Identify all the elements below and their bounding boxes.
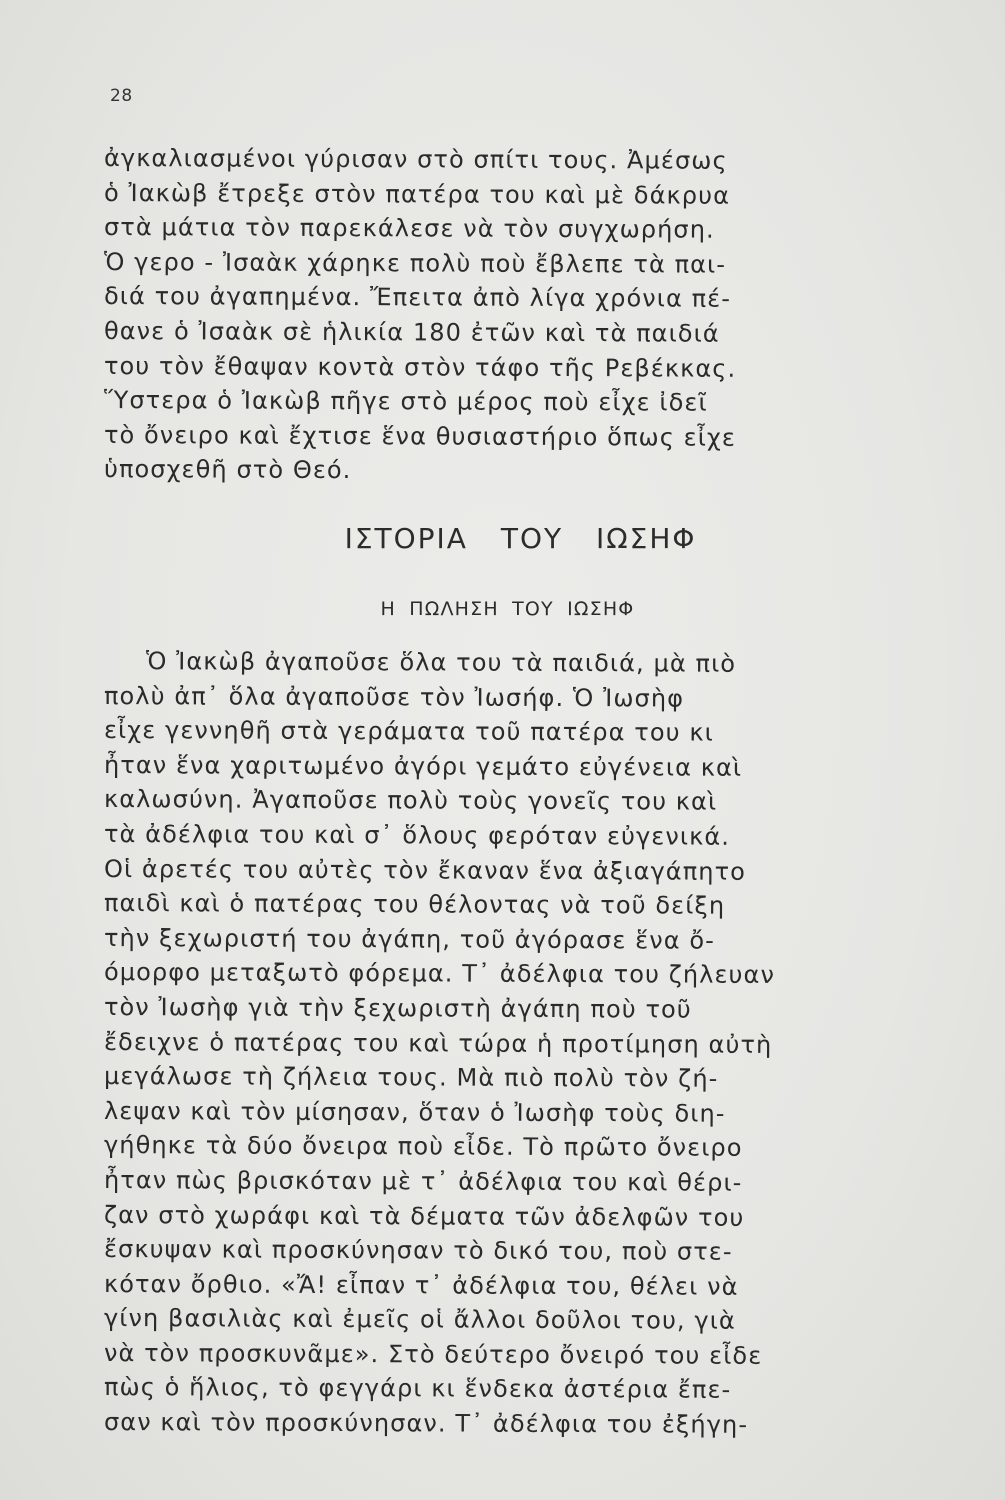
text-line: τὸν Ἰωσὴφ γιὰ τὴν ξεχωριστὴ ἀγάπη ποὺ τοῦ: [103, 992, 692, 1024]
text-line: ἦταν πὼς βρισκόταν μὲ τ᾿ ἀδέλφια του καὶ θέρι-: [103, 1165, 743, 1197]
text-line: τὴν ξεχωριστή του ἀγάπη, τοῦ ἀγόρασε ἕνα ὄ-: [103, 923, 716, 955]
text-line: όμορφο μεταξωτὸ φόρεμα. Τ᾿ ἀδέλφια του ζήλευαν: [103, 958, 776, 990]
page-number: 28: [110, 86, 133, 106]
text-line: ζαν στὸ χωράφι καὶ τὰ δέματα τῶν ἀδελφῶν του: [103, 1200, 745, 1232]
text-line: νὰ τὸν προσκυνᾶμε». Στὸ δεύτερο ὄνειρό του εἶδε: [103, 1338, 763, 1370]
text-line: παιδὶ καὶ ὁ πατέρας του θέλοντας νὰ τοῦ δείξη: [103, 889, 726, 920]
text-line: διά του ἀγαπημένα. Ἔπειτα ἀπὸ λίγα χρόνια πέ-: [103, 282, 732, 314]
text-line: ὑποσχεθῆ στὸ Θεό.: [103, 455, 352, 485]
text-line: του τὸν ἔθαψαν κοντὰ στὸν τάφο τῆς Ρεβέκκας.: [103, 351, 737, 383]
text-line: λεψαν καὶ τὸν μίσησαν, ὅταν ὁ Ἰωσὴφ τοὺς διη-: [103, 1096, 726, 1128]
text-line: Οἱ ἀρετές του αὐτὲς τὸν ἔκαναν ἕνα ἀξιαγάπητο: [103, 854, 747, 886]
section-title: [0, 522, 1005, 555]
text-line: κόταν ὄρθιο. «Ἄ! εἶπαν τ᾿ ἀδέλφια του, θέλει νὰ: [103, 1269, 739, 1301]
text-line: καλωσύνη. Ἀγαποῦσε πολὺ τοὺς γονεῖς του καὶ: [103, 785, 718, 817]
text-line: θανε ὁ Ἰσαὰκ σὲ ἡλικία 180 ἐτῶν καὶ τὰ παιδιά: [103, 316, 720, 348]
text-line: ἔσκυψαν καὶ προσκύνησαν τὸ δικό του, ποὺ στε-: [103, 1235, 733, 1266]
text-line: Ὕστερα ὁ Ἰακὼβ πῆγε στὸ μέρος ποὺ εἶχε ἰδεῖ: [103, 386, 708, 417]
text-line: γίνη βασιλιὰς καὶ ἐμεῖς οἱ ἄλλοι δοῦλοι του, γιὰ: [103, 1304, 736, 1336]
text-line: πολὺ ἀπ᾿ ὅλα ἀγαποῦσε τὸν Ἰωσήφ. Ὁ Ἰωσὴφ: [103, 681, 685, 713]
text-line: στὰ μάτια τὸν παρεκάλεσε νὰ τὸν συγχωρήση.: [103, 213, 715, 244]
text-line: ἦταν ἕνα χαριτωμένο ἀγόρι γεμάτο εὐγένεια καὶ: [103, 750, 743, 782]
text-line: γήθηκε τὰ δύο ὄνειρα ποὺ εἶδε. Τὸ πρῶτο ὄνειρο: [103, 1131, 743, 1163]
text-line: ἀγκαλιασμένοι γύρισαν στὸ σπίτι τους. Ἀμέσως: [103, 144, 728, 175]
text-line: τὸ ὄνειρο καὶ ἔχτισε ἕνα θυσιαστήριο ὅπως εἶχε: [103, 420, 737, 452]
text-line: ὁ Ἰακὼβ ἔτρεξε στὸν πατέρα του καὶ μὲ δάκρυα: [103, 178, 731, 210]
text-line: τὰ ἀδέλφια του καὶ σ᾿ ὅλους φερόταν εὐγενικά.: [103, 819, 731, 851]
text-line: πὼς ὁ ἥλιος, τὸ φεγγάρι κι ἕνδεκα ἀστέρια ἔπε-: [103, 1373, 732, 1405]
section-subtitle: [0, 598, 1005, 620]
text-line: σαν καὶ τὸν προσκύνησαν. Τ᾿ ἀδέλφια του ἐξήγη-: [103, 1408, 749, 1439]
text-line: εἶχε γεννηθῆ στὰ γεράματα τοῦ πατέρα του κι: [103, 716, 714, 747]
top-paragraph: [104, 141, 914, 487]
section-title-text: ΙΣΤΟΡΙΑ ΤΟΥ ΙΩΣΗΦ: [344, 522, 697, 555]
main-paragraph: [104, 644, 914, 1440]
text-line: ἔδειχνε ὁ πατέρας του καὶ τώρα ἡ προτίμηση αὐτὴ: [103, 1027, 773, 1059]
text-line: μεγάλωσε τὴ ζήλεια τους. Μὰ πιὸ πολὺ τὸν ζή-: [103, 1062, 719, 1093]
section-subtitle-text: Η ΠΩΛΗΣΗ ΤΟΥ ΙΩΣΗΦ: [380, 598, 635, 620]
text-line: Ὁ γερο - Ἰσαὰκ χάρηκε πολὺ ποὺ ἔβλεπε τὰ παι-: [103, 247, 727, 279]
text-line: Ὁ Ἰακὼβ ἀγαποῦσε ὅλα του τὰ παιδιά, μὰ πιὸ: [145, 647, 737, 678]
